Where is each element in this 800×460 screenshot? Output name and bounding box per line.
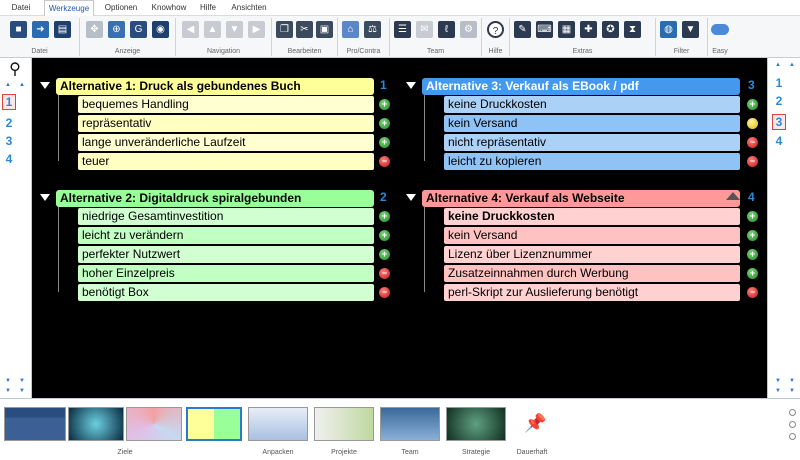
right-number-1[interactable]: 1 <box>775 76 783 90</box>
tree-line <box>424 207 425 292</box>
right-navigation-bar <box>767 58 800 398</box>
thumbnail-anpacken[interactable] <box>248 407 308 441</box>
scroll-down-left-a[interactable]: ▼ <box>5 378 11 384</box>
pro-plus-icon[interactable]: + <box>747 99 758 110</box>
ribbon-group-extras <box>510 18 656 56</box>
ribbon-label-extras: Extras <box>572 48 593 55</box>
print-icon[interactable]: ▤ <box>54 21 71 38</box>
ribbon-group-anzeige <box>80 18 176 56</box>
ribbon-label-navigation: Navigation <box>206 48 241 55</box>
arrow-up-icon[interactable] <box>726 192 740 200</box>
left-number-4[interactable]: 4 <box>5 152 13 166</box>
bottom-label-ziele: Ziele <box>117 449 133 456</box>
alt1-item-1[interactable]: bequemes Handling <box>78 96 374 113</box>
scroll-down-left-c[interactable]: ▼ <box>5 388 11 394</box>
pro-plus-icon[interactable]: + <box>379 137 390 148</box>
export-icon[interactable]: ➜ <box>32 21 49 38</box>
menu-hilfe[interactable]: Hilfe <box>199 3 216 12</box>
scale-icon[interactable]: ⚖ <box>364 21 381 38</box>
pro-plus-icon[interactable]: + <box>747 230 758 241</box>
contacts-icon[interactable]: ☰ <box>394 21 411 38</box>
alt4-item-1[interactable]: keine Druckkosten <box>444 208 740 225</box>
ribbon-label-anzeige: Anzeige <box>114 48 141 55</box>
thumbnail-ziele-2[interactable] <box>68 407 124 441</box>
contra-minus-icon[interactable]: − <box>747 156 758 167</box>
right-number-4[interactable]: 4 <box>775 134 783 148</box>
contra-minus-icon[interactable]: − <box>747 287 758 298</box>
scroll-down-right-c[interactable]: ▼ <box>775 388 781 394</box>
award-icon[interactable]: ✪ <box>602 21 619 38</box>
left-number-2[interactable]: 2 <box>5 116 13 130</box>
pin-icon[interactable]: 📌 <box>524 413 547 433</box>
contra-minus-icon[interactable]: − <box>379 156 390 167</box>
scroll-up-right-b[interactable]: ▲ <box>789 62 795 68</box>
alternative-2-title[interactable]: Alternative 2: Digitaldruck spiralgebunden <box>56 190 374 207</box>
menu-knowhow[interactable]: Knowhow <box>151 3 187 12</box>
scroll-up-left-a[interactable]: ▲ <box>5 82 11 88</box>
ribbon-label-hilfe: Hilfe <box>488 48 503 55</box>
pencil-icon[interactable]: ✎ <box>514 21 531 38</box>
alt4-item-4[interactable]: Zusatzeinnahmen durch Werbung <box>444 265 740 282</box>
collapse-triangle-icon[interactable] <box>406 82 416 89</box>
ribbon-toolbar <box>0 16 800 58</box>
right-number-2[interactable]: 2 <box>775 94 783 108</box>
right-number-3[interactable]: 3 <box>772 114 786 130</box>
alt4-item-2[interactable]: kein Versand <box>444 227 740 244</box>
thumbnail-ziele-4[interactable] <box>186 407 242 441</box>
alt2-item-1[interactable]: niedrige Gesamtinvestition <box>78 208 374 225</box>
alt2-item-5[interactable]: benötigt Box <box>78 284 374 301</box>
alternative-1-title[interactable]: Alternative 1: Druck als gebundenes Buch <box>56 78 374 95</box>
left-navigation-bar <box>0 58 32 398</box>
pro-plus-icon[interactable]: + <box>379 118 390 129</box>
menu-werkzeuge[interactable]: Werkzeuge <box>44 0 94 17</box>
ribbon-group-bearbeiten <box>272 18 338 56</box>
scroll-down-left-d[interactable]: ▼ <box>19 388 25 394</box>
alt1-item-2[interactable]: repräsentativ <box>78 115 374 132</box>
scroll-up-right-a[interactable]: ▲ <box>775 62 781 68</box>
globe-icon[interactable]: ◍ <box>660 21 677 38</box>
bottom-label-dauerhaft: Dauerhaft <box>516 449 548 456</box>
calendar-icon[interactable]: ▦ <box>558 21 575 38</box>
menu-ansichten[interactable]: Ansichten <box>231 3 267 12</box>
alt1-item-3[interactable]: lange unveränderliche Laufzeit <box>78 134 374 151</box>
radio-option-1[interactable] <box>789 409 796 416</box>
thumbnail-strategie[interactable] <box>446 407 506 441</box>
alternative-3-title[interactable]: Alternative 3: Verkauf als EBook / pdf <box>422 78 740 95</box>
thumbnail-ziele-3[interactable] <box>126 407 182 441</box>
decision-canvas <box>32 58 767 398</box>
alt3-item-1[interactable]: keine Druckkosten <box>444 96 740 113</box>
google-icon[interactable]: G <box>130 21 147 38</box>
zoom-in-icon[interactable]: ⊕ <box>108 21 125 38</box>
collapse-triangle-icon[interactable] <box>406 194 416 201</box>
contra-minus-icon[interactable]: − <box>379 287 390 298</box>
alt2-item-4[interactable]: hoher Einzelpreis <box>78 265 374 282</box>
alt4-item-5[interactable]: perl-Skript zur Auslieferung benötigt <box>444 284 740 301</box>
easy-toggle-icon[interactable] <box>711 24 729 35</box>
alt3-item-3[interactable]: nicht repräsentativ <box>444 134 740 151</box>
scroll-down-right-d[interactable]: ▼ <box>789 388 795 394</box>
collapse-triangle-icon[interactable] <box>40 82 50 89</box>
pro-plus-icon[interactable]: + <box>747 249 758 260</box>
alt3-item-4[interactable]: leicht zu kopieren <box>444 153 740 170</box>
scroll-down-right-b[interactable]: ▼ <box>789 378 795 384</box>
ribbon-label-bearbeiten: Bearbeiten <box>287 48 322 55</box>
alt1-item-4[interactable]: teuer <box>78 153 374 170</box>
ribbon-label-team: Team <box>426 48 445 55</box>
hourglass-icon[interactable]: ⧗ <box>624 21 641 38</box>
settings-gear-icon[interactable]: ⚙ <box>460 21 477 38</box>
thumbnail-team[interactable] <box>380 407 440 441</box>
collapse-triangle-icon[interactable] <box>40 194 50 201</box>
tree-line <box>58 207 59 292</box>
alt4-item-3[interactable]: Lizenz über Lizenznummer <box>444 246 740 263</box>
menu-datei[interactable]: Datei <box>11 3 31 12</box>
alt2-item-2[interactable]: leicht zu verändern <box>78 227 374 244</box>
ribbon-group-filter <box>656 18 708 56</box>
bottom-thumbnail-bar <box>0 398 800 460</box>
gift-icon[interactable]: ✚ <box>580 21 597 38</box>
thumbnail-ziele-1[interactable] <box>4 407 66 441</box>
ribbon-group-procontra <box>338 18 390 56</box>
navigate-down-icon[interactable]: ▼ <box>226 21 243 38</box>
ribbon-group-team <box>390 18 482 56</box>
alternative-1-number: 1 <box>380 78 387 92</box>
bottom-label-strategie: Strategie <box>461 449 491 456</box>
cut-icon[interactable]: ✂ <box>296 21 313 38</box>
alternative-4-title[interactable]: Alternative 4: Verkauf als Webseite <box>422 190 740 207</box>
scroll-down-left-b[interactable]: ▼ <box>19 378 25 384</box>
ribbon-label-datei: Datei <box>31 48 48 55</box>
tree-line <box>424 95 425 161</box>
camera-icon[interactable]: ◉ <box>152 21 169 38</box>
navigate-back-icon[interactable]: ◀ <box>182 21 199 38</box>
left-number-3[interactable]: 3 <box>5 134 13 148</box>
pro-plus-icon[interactable]: + <box>379 230 390 241</box>
bottom-label-anpacken: Anpacken <box>262 449 294 456</box>
contra-minus-icon[interactable]: − <box>747 137 758 148</box>
bottom-label-team: Team <box>401 449 419 456</box>
thumbnail-projekte[interactable] <box>314 407 374 441</box>
keyboard-icon[interactable]: ⌨ <box>536 21 553 38</box>
move-icon[interactable]: ✥ <box>86 21 103 38</box>
menu-bar <box>0 0 800 16</box>
pro-plus-icon[interactable]: + <box>379 249 390 260</box>
ribbon-group-easy <box>708 18 732 56</box>
ribbon-label-procontra: Pro/Contra <box>346 48 381 55</box>
chat-icon[interactable]: ✉ <box>416 21 433 38</box>
ribbon-group-hilfe <box>482 18 510 56</box>
left-number-1[interactable]: 1 <box>2 94 16 110</box>
menu-optionen[interactable]: Optionen <box>104 3 138 12</box>
alternative-4-number: 4 <box>748 190 755 204</box>
bottom-label-projekte: Projekte <box>331 449 357 456</box>
ribbon-group-navigation <box>176 18 272 56</box>
alternative-3-number: 3 <box>748 78 755 92</box>
pro-plus-icon[interactable]: + <box>379 99 390 110</box>
radio-option-2[interactable] <box>789 421 796 428</box>
neutral-dot-icon[interactable] <box>747 118 758 129</box>
help-icon[interactable]: ? <box>487 21 504 38</box>
ribbon-group-datei <box>0 18 80 56</box>
house-icon[interactable]: ⌂ <box>342 21 359 38</box>
pro-plus-icon[interactable]: + <box>747 268 758 279</box>
copy-icon[interactable]: ❐ <box>276 21 293 38</box>
navigate-forward-icon[interactable]: ▶ <box>248 21 265 38</box>
ribbon-label-filter: Filter <box>673 48 690 55</box>
search-magnifier-icon[interactable]: ⚲ <box>9 61 21 78</box>
filter-funnel-icon[interactable]: ▼ <box>682 21 699 38</box>
alt3-item-2[interactable]: kein Versand <box>444 115 740 132</box>
ribbon-label-easy: Easy <box>712 48 728 55</box>
radio-option-3[interactable] <box>789 433 796 440</box>
alt2-item-3[interactable]: perfekter Nutzwert <box>78 246 374 263</box>
contra-minus-icon[interactable]: − <box>379 268 390 279</box>
pro-plus-icon[interactable]: + <box>379 211 390 222</box>
save-icon[interactable]: ■ <box>10 21 27 38</box>
navigate-up-icon[interactable]: ▲ <box>204 21 221 38</box>
scroll-up-left-b[interactable]: ▲ <box>19 82 25 88</box>
pro-plus-icon[interactable]: + <box>747 211 758 222</box>
tree-line <box>58 95 59 161</box>
paste-icon[interactable]: ▣ <box>316 21 333 38</box>
perl-icon[interactable]: ℓ <box>438 21 455 38</box>
alternative-2-number: 2 <box>380 190 387 204</box>
scroll-down-right-a[interactable]: ▼ <box>775 378 781 384</box>
